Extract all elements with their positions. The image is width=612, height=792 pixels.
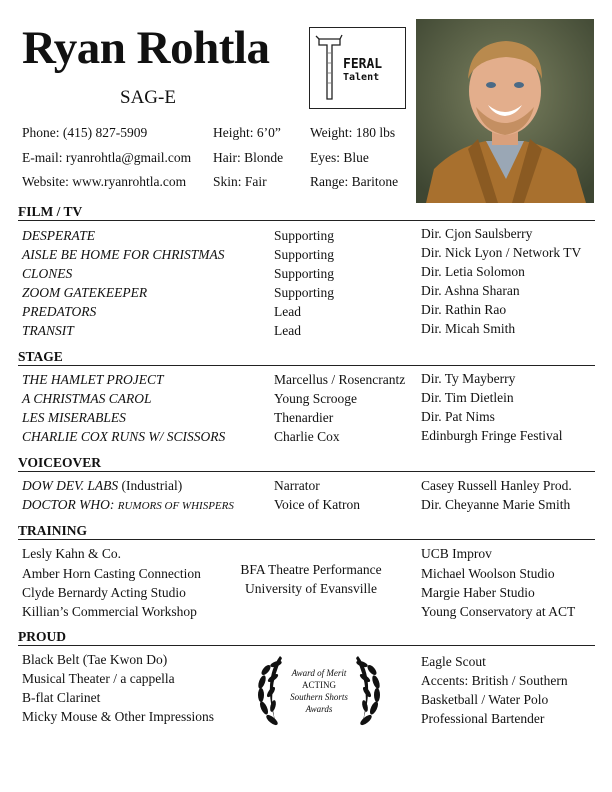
divider — [18, 365, 595, 366]
credit-role: Supporting — [274, 285, 335, 300]
award-line: Award of Merit — [291, 668, 347, 678]
skill-item: Accents: British / Southern — [421, 673, 568, 688]
award-text — [280, 667, 358, 715]
agency-name-line1: FERAL — [343, 57, 383, 72]
actor-name: Ryan Rohtla — [22, 22, 270, 74]
credit-director: Dir. Pat Nims — [421, 409, 495, 424]
credit-role: Charlie Cox — [274, 429, 340, 444]
credit-title: THE HAMLET PROJECT — [22, 372, 164, 387]
training-item: Clyde Bernardy Acting Studio — [22, 585, 186, 600]
credit-director: Edinburgh Fringe Festival — [421, 428, 563, 443]
stat-hair: Hair: Blonde — [213, 150, 284, 165]
voiceover-title: DOCTOR WHO: — [22, 497, 118, 512]
credit-role: Lead — [274, 304, 301, 319]
voiceover-note: (Industrial) — [118, 478, 183, 493]
credit-director: Dir. Cjon Saulsberry — [421, 226, 533, 241]
credit-role: Voice of Katron — [274, 497, 360, 512]
credit-title: DESPERATE — [22, 228, 95, 243]
stat-range: Range: Baritone — [310, 174, 399, 189]
training-item: Lesly Kahn & Co. — [22, 546, 121, 561]
training-item: Amber Horn Casting Connection — [22, 566, 201, 581]
skill-item: Musical Theater / a cappella — [22, 671, 175, 686]
credit-role: Supporting — [274, 247, 335, 262]
section-heading-film-tv: FILM / TV — [18, 204, 83, 219]
contact-phone: Phone: (415) 827-5909 — [22, 125, 148, 140]
credit-director: Dir. Tim Dietlein — [421, 390, 514, 405]
training-item: Margie Haber Studio — [421, 585, 535, 600]
credit-role: Thenardier — [274, 410, 334, 425]
section-heading-voiceover: VOICEOVER — [18, 455, 101, 470]
credit-title: AISLE BE HOME FOR CHRISTMAS — [22, 247, 225, 262]
credit-director: Casey Russell Hanley Prod. — [421, 478, 572, 493]
credit-director: Dir. Ashna Sharan — [421, 283, 520, 298]
credit-title: CLONES — [22, 266, 73, 281]
credit-title: A CHRISTMAS CAROL — [22, 391, 152, 406]
divider — [18, 220, 595, 221]
credit-director: Dir. Nick Lyon / Network TV — [421, 245, 582, 260]
hammer-icon — [314, 33, 344, 103]
training-item: Killian’s Commercial Workshop — [22, 604, 197, 619]
voiceover-title: DOW DEV. LABS — [22, 478, 119, 493]
award-line: Awards — [305, 704, 333, 714]
award-line: Southern Shorts — [290, 692, 348, 702]
credit-title: LES MISERABLES — [22, 410, 126, 425]
credit-role: Supporting — [274, 266, 335, 281]
union-status: SAG-E — [120, 87, 176, 108]
credit-title: CHARLIE COX RUNS W/ SCISSORS — [22, 429, 226, 444]
credit-title — [22, 478, 182, 494]
divider — [18, 539, 595, 540]
contact-email: E-mail: ryanrohtla@gmail.com — [22, 150, 192, 165]
contact-website: Website: www.ryanrohtla.com — [22, 174, 187, 189]
skill-item: Micky Mouse & Other Impressions — [22, 709, 214, 724]
divider — [18, 645, 595, 646]
award-line: ACTING — [302, 680, 336, 690]
agency-logo — [309, 27, 406, 109]
training-school: University of Evansville — [245, 581, 377, 596]
credit-role: Lead — [274, 323, 301, 338]
section-heading-stage: STAGE — [18, 349, 63, 364]
stat-height: Height: 6’0” — [213, 125, 281, 140]
credit-role: Narrator — [274, 478, 320, 493]
credit-title: TRANSIT — [22, 323, 74, 338]
credit-role: Marcellus / Rosencrantz — [274, 372, 406, 387]
award-laurel — [252, 650, 386, 732]
credit-director: Dir. Letia Solomon — [421, 264, 525, 279]
skill-item: Professional Bartender — [421, 711, 545, 726]
credit-title — [22, 497, 234, 513]
stat-skin: Skin: Fair — [213, 174, 267, 189]
divider — [18, 471, 595, 472]
credit-director: Dir. Ty Mayberry — [421, 371, 516, 386]
credit-title: ZOOM GATEKEEPER — [22, 285, 148, 300]
skill-item: Black Belt (Tae Kwon Do) — [22, 652, 168, 667]
skill-item: Basketball / Water Polo — [421, 692, 549, 707]
credit-director: Dir. Cheyanne Marie Smith — [421, 497, 571, 512]
training-item: Young Conservatory at ACT — [421, 604, 576, 619]
stat-weight: Weight: 180 lbs — [310, 125, 396, 140]
section-heading-proud: PROUD — [18, 629, 66, 644]
stat-eyes: Eyes: Blue — [310, 150, 369, 165]
credit-title: PREDATORS — [22, 304, 97, 319]
credit-director: Dir. Rathin Rao — [421, 302, 507, 317]
training-item: UCB Improv — [421, 546, 492, 561]
training-degree: BFA Theatre Performance — [240, 562, 382, 577]
credit-role: Young Scrooge — [274, 391, 358, 406]
credit-role: Supporting — [274, 228, 335, 243]
voiceover-subtitle: RUMORS OF WHISPERS — [117, 500, 234, 512]
agency-name-line2: Talent — [343, 72, 380, 83]
training-item: Michael Woolson Studio — [421, 566, 555, 581]
agency-name — [343, 58, 382, 84]
credit-director: Dir. Micah Smith — [421, 321, 516, 336]
skill-item: B-flat Clarinet — [22, 690, 101, 705]
headshot-photo — [416, 19, 594, 203]
skill-item: Eagle Scout — [421, 654, 486, 669]
section-heading-training: TRAINING — [18, 523, 88, 538]
